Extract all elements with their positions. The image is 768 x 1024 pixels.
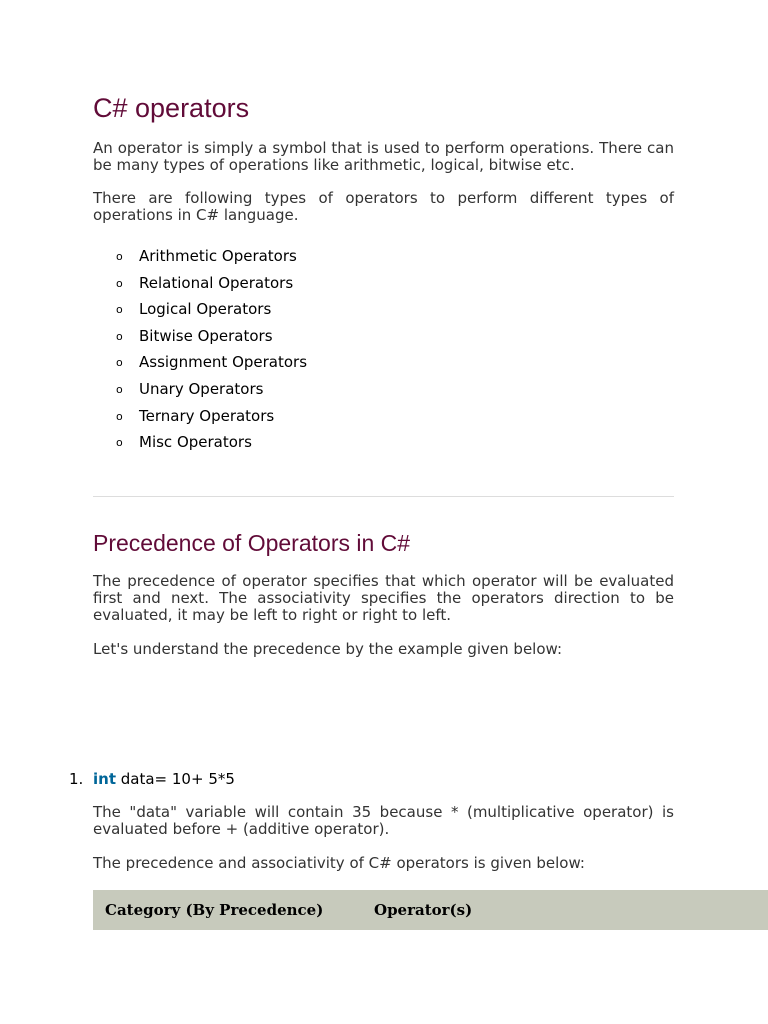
bullet-icon: o [116, 250, 123, 263]
bullet-icon: o [116, 382, 123, 396]
types-intro-paragraph: There are following types of operators to perform different types of operations in C# language. [93, 189, 674, 224]
code-line-number: 1. [69, 770, 84, 788]
bullet-icon: o [116, 303, 123, 317]
section-divider [93, 496, 674, 497]
list-item-label: Arithmetic Operators [139, 247, 297, 265]
code-statement: data= 10+ 5*5 [116, 770, 235, 788]
bullet-icon: o [116, 276, 123, 290]
list-item-label: Unary Operators [139, 379, 264, 398]
list-item [116, 326, 307, 353]
bullet-icon: o [116, 329, 123, 343]
example-intro: Let's understand the precedence by the example given below: [93, 640, 563, 658]
list-item-label: Logical Operators [139, 300, 272, 319]
list-item [116, 273, 307, 300]
precedence-description: The precedence of operator specifies that which operator will be evaluated first and next. The associativity specifies the operators direction to be evaluated, it may be left to right or right to left. [93, 572, 674, 624]
intro-paragraph: An operator is simply a symbol that is used to perform operations. There can be many types of operations like arithmetic, logical, bitwise etc. [93, 139, 674, 174]
list-item-label: Assignment Operators [139, 353, 308, 372]
list-item [116, 432, 307, 459]
table-header-operators: Operator(s) [374, 901, 473, 919]
list-item [116, 406, 307, 433]
list-item [116, 379, 307, 406]
list-item [116, 352, 307, 379]
code-keyword: int [93, 770, 116, 788]
bullet-icon: o [116, 356, 123, 370]
list-item-label: Misc Operators [139, 433, 252, 452]
list-item-label: Bitwise Operators [139, 326, 273, 345]
list-item-label: Ternary Operators [139, 406, 275, 425]
list-item [116, 299, 307, 326]
code-example [93, 770, 235, 788]
operator-types-list [116, 246, 307, 459]
table-intro: The precedence and associativity of C# operators is given below: [93, 854, 585, 872]
list-item-label: Relational Operators [139, 273, 294, 292]
page-title: C# operators [93, 93, 250, 123]
bullet-icon: o [116, 436, 123, 450]
precedence-table-header [93, 890, 768, 930]
bullet-icon: o [116, 409, 123, 423]
table-header-category: Category (By Precedence) [105, 901, 324, 919]
list-item [116, 246, 307, 273]
section-title: Precedence of Operators in C# [93, 530, 411, 556]
example-explanation: The "data" variable will contain 35 because * (multiplicative operator) is evaluated before + (additive operator). [93, 803, 674, 838]
